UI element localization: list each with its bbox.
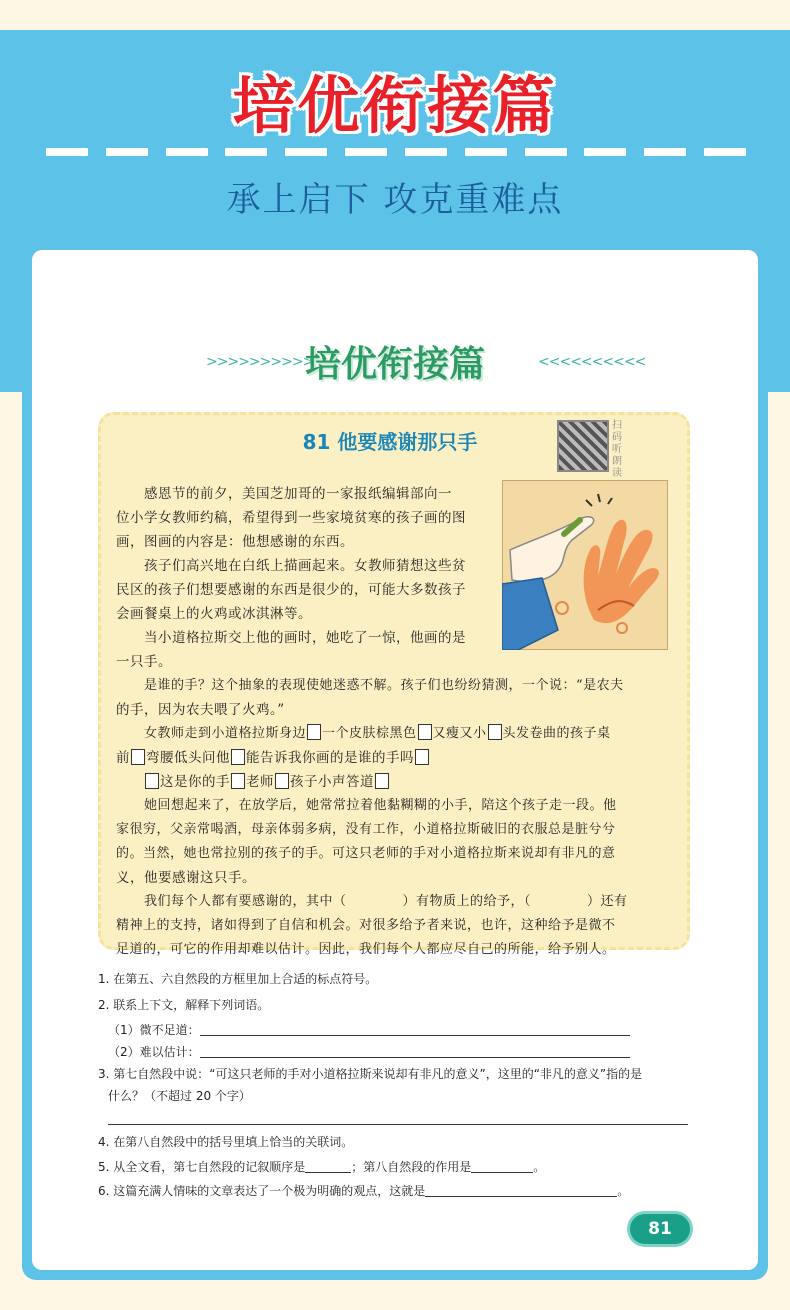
passage-line: 家很穷，父亲常喝酒，母亲体弱多病，没有工作，小道格拉斯破旧的衣服总是脏兮兮 [116, 822, 616, 837]
passage-line-with-blanks: 我们每个人都有要感谢的，其中（ ）有物质上的给予，（ ）还有 [144, 894, 628, 909]
passage-line: 当小道格拉斯交上他的画时，她吃了一惊，他画的是 [144, 630, 466, 646]
answer-line[interactable] [425, 1184, 617, 1197]
page-number-badge: 81 [630, 1214, 690, 1244]
punctuation-box[interactable] [131, 749, 145, 765]
question-6: 6. 这篇充满人情味的文章表达了一个极为明确的观点，这就是 。 [98, 1184, 630, 1198]
chevrons-right-icon: <<<<<<<<<< [538, 354, 646, 370]
passage-line-with-boxes: 女教师走到小道格拉斯身边 一个皮肤棕黑色 又瘦又小 头发卷曲的孩子桌 [144, 726, 611, 741]
question-2-2: （2）难以估计： [108, 1043, 630, 1060]
question-3-cont: 什么？（不超过 20 个字） [108, 1089, 251, 1103]
punctuation-box[interactable] [415, 749, 429, 765]
top-strip [0, 0, 790, 30]
punctuation-box[interactable] [307, 724, 321, 740]
passage-line: 精神上的支持，诸如得到了自信和机会。对很多给予者来说，也许，这种给予是微不 [116, 918, 616, 933]
passage-line: 一只手。 [116, 654, 172, 670]
punctuation-box[interactable] [375, 773, 389, 789]
answer-line[interactable] [200, 1023, 630, 1036]
passage-line: 民区的孩子们想要感谢的东西是很少的，可能大多数孩子 [116, 582, 466, 598]
punctuation-box[interactable] [275, 773, 289, 789]
question-5: 5. 从全文看，第七自然段的记叙顺序是 ；第八自然段的作用是 。 [98, 1160, 546, 1174]
passage-line-with-boxes: 前 弯腰低头问他 能告诉我你画的是谁的手吗 [116, 746, 430, 766]
lesson-title: 81 他要感谢那只手 [302, 430, 478, 454]
question-2: 2. 联系上下文，解释下列词语。 [98, 998, 270, 1012]
passage-line: 画，图画的内容是：他想感谢的东西。 [116, 534, 354, 550]
banner-title: 培优衔接篇 [232, 69, 558, 142]
punctuation-box[interactable] [231, 749, 245, 765]
punctuation-box[interactable] [145, 773, 159, 789]
passage-line: 孩子们高兴地在白纸上描画起来。女教师猜想这些贫 [144, 558, 466, 574]
answer-line[interactable] [305, 1160, 351, 1173]
passage-line-with-boxes: 这是你的手 老师 孩子小声答道 [144, 770, 390, 790]
chevrons-left-icon: >>>>>>>>>> [206, 354, 314, 370]
banner-subtitle: 承上启下 攻克重难点 [226, 180, 564, 220]
punctuation-box[interactable] [231, 773, 245, 789]
dashed-divider [46, 148, 746, 156]
passage-line: 是谁的手？这个抽象的表现使她迷惑不解。孩子们也纷纷猜测，一个说：“是农夫 [144, 678, 624, 693]
hand-drawing-illustration [502, 480, 668, 650]
qr-code-icon[interactable] [557, 420, 609, 472]
passage-line: 感恩节的前夕，美国芝加哥的一家报纸编辑部向一 [144, 486, 452, 502]
section-title: 培优衔接篇 [304, 344, 485, 385]
passage-line: 义，他要感谢这只手。 [116, 870, 256, 886]
question-1: 1. 在第五、六自然段的方框里加上合适的标点符号。 [98, 972, 378, 986]
punctuation-box[interactable] [488, 724, 502, 740]
question-4: 4. 在第八自然段中的括号里填上恰当的关联词。 [98, 1135, 354, 1149]
passage-line: 她回想起来了，在放学后，她常常拉着他黏糊糊的小手，陪这个孩子走一段。他 [144, 798, 617, 813]
answer-line[interactable] [471, 1160, 533, 1173]
qr-label: 扫码听朗读 [612, 420, 622, 479]
answer-line[interactable] [108, 1112, 688, 1125]
question-3-answer [108, 1112, 688, 1126]
passage-line: 的。当然，她也常拉别的孩子的手。可这只老师的手对小道格拉斯来说却有非凡的意 [116, 846, 616, 861]
question-2-1: （1）微不足道： [108, 1021, 630, 1038]
passage-line: 会画餐桌上的火鸡或冰淇淋等。 [116, 606, 312, 622]
punctuation-box[interactable] [418, 724, 432, 740]
passage-line: 位小学女教师约稿，希望得到一些家境贫寒的孩子画的图 [116, 510, 466, 526]
passage-line: 足道的，可它的作用却难以估计。因此，我们每个人都应尽自己的所能，给予别人。 [116, 942, 616, 957]
passage-line: 的手，因为农夫喂了火鸡。” [116, 702, 285, 718]
answer-line[interactable] [200, 1045, 630, 1058]
question-3: 3. 第七自然段中说：“可这只老师的手对小道格拉斯来说却有非凡的意义”，这里的“非凡的意义”指的是 [98, 1067, 643, 1081]
